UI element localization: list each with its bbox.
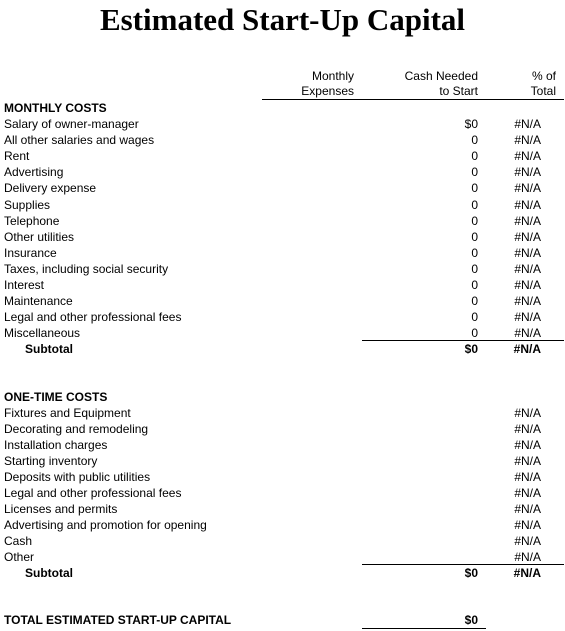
header-underline: [262, 99, 564, 100]
table-row: [0, 501, 565, 517]
row-label: Taxes, including social security: [4, 261, 169, 276]
table-row: [0, 469, 565, 485]
row-percent: #N/A: [514, 229, 541, 244]
row-cash-needed: 0: [471, 213, 478, 228]
row-percent: #N/A: [514, 197, 541, 212]
row-label: Licenses and permits: [4, 502, 118, 516]
table-row: [0, 229, 565, 245]
table-row: [0, 293, 565, 309]
row-percent: #N/A: [514, 326, 541, 341]
onetime-subtotal-pct: #N/A: [513, 566, 541, 580]
grand-total-label: TOTAL ESTIMATED START-UP CAPITAL: [4, 613, 232, 627]
row-percent: #N/A: [514, 278, 541, 292]
row-label: Salary of owner-manager: [4, 117, 139, 131]
row-label: Fixtures and Equipment: [4, 406, 131, 420]
row-percent: #N/A: [514, 294, 541, 309]
header-cash-line1: Cash Needed: [404, 69, 478, 83]
row-percent: #N/A: [514, 181, 541, 196]
row-percent: #N/A: [514, 310, 541, 325]
row-label: Maintenance: [4, 294, 73, 309]
row-cash-needed: 0: [471, 245, 478, 260]
row-label: Miscellaneous: [4, 326, 81, 341]
row-cash-needed: 0: [471, 197, 478, 212]
row-percent: #N/A: [514, 502, 541, 516]
row-percent: #N/A: [514, 213, 541, 228]
row-percent: #N/A: [514, 518, 541, 532]
row-cash-needed: 0: [471, 229, 478, 244]
onetime-subtotal-label: Subtotal: [25, 566, 73, 580]
monthly-subtotal-row: [0, 341, 565, 357]
table-row: [0, 485, 565, 501]
row-label: Legal and other professional fees: [4, 486, 182, 500]
row-label: Deposits with public utilities: [4, 470, 151, 484]
table-row: [0, 164, 565, 180]
row-percent: #N/A: [514, 534, 541, 548]
table-row: [0, 277, 565, 293]
row-cash-needed: 0: [471, 165, 478, 180]
table-row: [0, 437, 565, 453]
row-cash-needed: 0: [471, 181, 478, 196]
row-label: Legal and other professional fees: [4, 310, 182, 325]
table-row: [0, 213, 565, 229]
row-percent: #N/A: [514, 245, 541, 260]
row-cash-needed: $0: [464, 117, 478, 131]
table-row: [0, 405, 565, 421]
row-percent: #N/A: [514, 261, 541, 276]
row-percent: #N/A: [514, 149, 541, 164]
section-heading-monthly: MONTHLY COSTS: [4, 101, 107, 115]
row-label: Advertising and promotion for opening: [4, 518, 207, 532]
table-row: [0, 533, 565, 549]
table-row: [0, 180, 565, 196]
row-cash-needed: 0: [471, 326, 478, 341]
row-label: Decorating and remodeling: [4, 422, 149, 436]
page-title: Estimated Start-Up Capital: [99, 2, 466, 37]
row-label: Other: [4, 550, 35, 564]
row-cash-needed: 0: [471, 278, 478, 292]
row-percent: #N/A: [514, 406, 541, 420]
table-row: [0, 132, 565, 148]
row-label: Installation charges: [4, 438, 108, 452]
row-percent: #N/A: [514, 165, 541, 180]
table-row: [0, 325, 565, 341]
row-percent: #N/A: [514, 117, 541, 131]
table-row: [0, 245, 565, 261]
header-cash-needed: [405, 69, 478, 99]
row-label: Delivery expense: [4, 181, 97, 196]
row-cash-needed: 0: [471, 294, 478, 309]
table-row: [0, 309, 565, 325]
table-row: [0, 549, 565, 565]
row-label: Interest: [4, 278, 45, 292]
table-row: [0, 116, 565, 132]
row-label: Advertising: [4, 165, 64, 180]
onetime-subtotal-row: [0, 565, 565, 581]
row-cash-needed: 0: [471, 133, 478, 148]
grand-total-cash: $0: [464, 613, 478, 627]
header-monthly-line1: Monthly: [311, 69, 354, 83]
monthly-subtotal-pct: #N/A: [513, 342, 541, 356]
row-percent: #N/A: [514, 438, 541, 452]
row-label: Supplies: [4, 197, 51, 212]
row-percent: #N/A: [514, 133, 541, 148]
header-monthly-expenses: [301, 69, 354, 99]
row-percent: #N/A: [514, 422, 541, 436]
table-row: [0, 261, 565, 277]
row-label: Insurance: [4, 245, 57, 260]
monthly-subtotal-cash: $0: [464, 342, 478, 356]
row-cash-needed: 0: [471, 261, 478, 276]
header-cash-line2: to Start: [439, 84, 478, 98]
row-percent: #N/A: [514, 470, 541, 484]
row-percent: #N/A: [514, 454, 541, 468]
grand-total-rule: [362, 628, 486, 629]
onetime-subtotal-cash: $0: [464, 566, 478, 580]
section-heading-onetime: ONE-TIME COSTS: [4, 390, 108, 404]
table-row: [0, 421, 565, 437]
row-label: Cash: [4, 534, 33, 548]
header-pct-line2: Total: [530, 84, 556, 98]
row-label: All other salaries and wages: [4, 133, 155, 148]
row-cash-needed: 0: [471, 310, 478, 325]
table-row: [0, 453, 565, 469]
table-row: [0, 517, 565, 533]
monthly-subtotal-label: Subtotal: [25, 342, 73, 356]
header-pct-line1: % of: [531, 69, 556, 83]
table-row: [0, 197, 565, 213]
row-cash-needed: 0: [471, 149, 478, 164]
table-row: [0, 148, 565, 164]
row-label: Starting inventory: [4, 454, 98, 468]
header-percent-total: [531, 69, 556, 99]
row-percent: #N/A: [514, 550, 541, 564]
row-percent: #N/A: [514, 486, 541, 500]
row-label: Rent: [4, 149, 30, 164]
header-monthly-line2: Expenses: [301, 84, 354, 98]
row-label: Telephone: [4, 213, 60, 228]
row-label: Other utilities: [4, 229, 75, 244]
